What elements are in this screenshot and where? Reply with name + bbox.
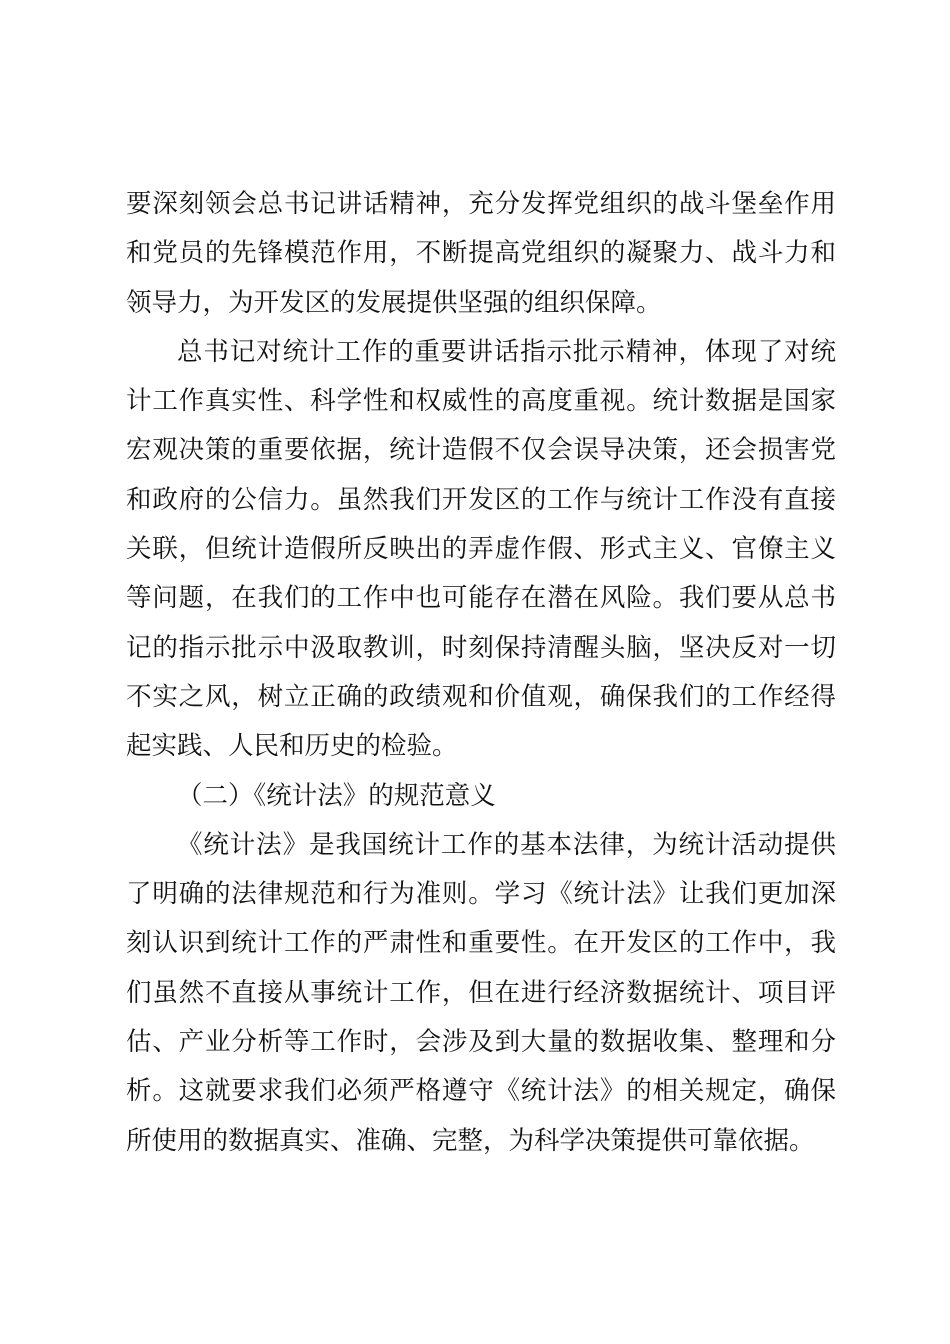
text-line: 和党员的先锋模范作用，不断提高党组织的凝聚力、战斗力和 bbox=[126, 238, 836, 269]
text-line: 总书记对统计工作的重要讲话指示批示精神，体现了对统 bbox=[177, 336, 836, 367]
text-line: 估、产业分析等工作时，会涉及到大量的数据收集、整理和分 bbox=[126, 1027, 836, 1058]
text-line: 关联，但统计造假所反映出的弄虚作假、形式主义、官僚主义 bbox=[126, 534, 836, 565]
text-line: 不实之风，树立正确的政绩观和价值观，确保我们的工作经得 bbox=[126, 681, 836, 712]
text-line: 要深刻领会总书记讲话精神，充分发挥党组织的战斗堡垒作用 bbox=[126, 189, 836, 219]
text-line: 计工作真实性、科学性和权威性的高度重视。统计数据是国家 bbox=[126, 386, 836, 417]
text-line: 宏观决策的重要依据，统计造假不仅会误导决策，还会损害党 bbox=[126, 435, 836, 466]
text-line: 记的指示批示中汲取教训，时刻保持清醒头脑，坚决反对一切 bbox=[126, 632, 836, 663]
body-text bbox=[126, 180, 836, 1166]
text-line: 《统计法》是我国统计工作的基本法律，为统计活动提供 bbox=[177, 829, 836, 860]
text-line: 等问题，在我们的工作中也可能存在潜在风险。我们要从总书 bbox=[126, 583, 836, 614]
text-line: 刻认识到统计工作的严肃性和重要性。在开发区的工作中，我 bbox=[126, 928, 836, 959]
text-line: 了明确的法律规范和行为准则。学习《统计法》让我们更加深 bbox=[126, 879, 836, 910]
text-line: 起实践、人民和历史的检验。 bbox=[126, 731, 458, 762]
text-line: 和政府的公信力。虽然我们开发区的工作与统计工作没有直接 bbox=[126, 484, 836, 515]
text-line: 们虽然不直接从事统计工作，但在进行经济数据统计、项目评 bbox=[126, 977, 836, 1008]
section-heading: （二）《统计法》的规范意义 bbox=[177, 780, 496, 811]
text-line: 所使用的数据真实、准确、完整，为科学决策提供可靠依据。 bbox=[126, 1125, 815, 1156]
text-line: 析。这就要求我们必须严格遵守《统计法》的相关规定，确保 bbox=[126, 1076, 836, 1107]
text-line: 领导力，为开发区的发展提供坚强的组织保障。 bbox=[126, 287, 662, 318]
